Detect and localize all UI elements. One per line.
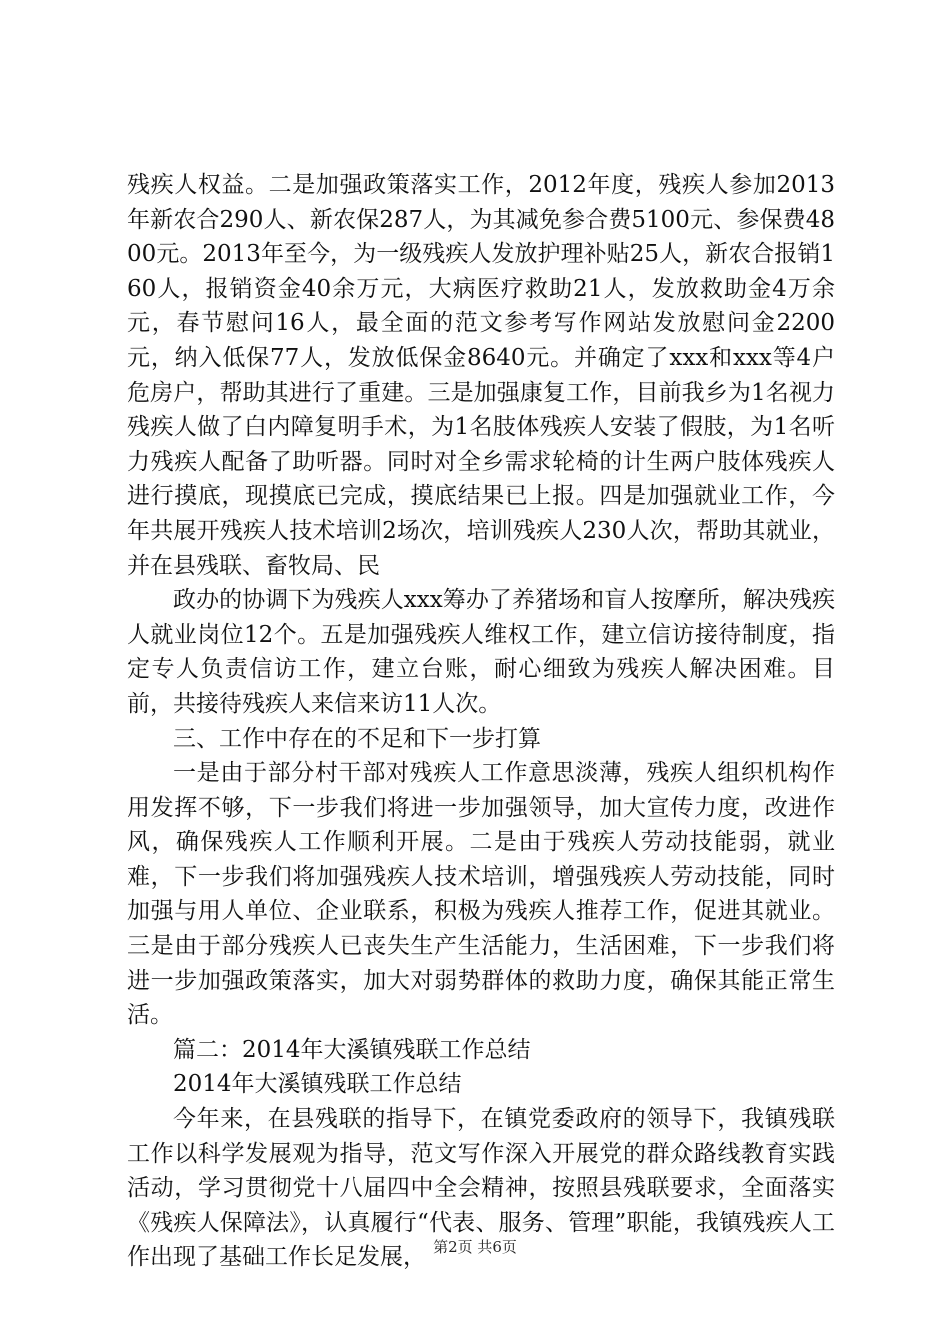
page-number-footer: 第2页 共6页 bbox=[433, 1238, 517, 1256]
article-heading: 篇二：2014年大溪镇残联工作总结 bbox=[173, 1036, 531, 1063]
paragraph-1: 残疾人权益。二是加强政策落实工作，2012年度，残疾人参加2013年新农合290人、新农保287人，为其减免参合费5100元、参保费4800元。2013年至今，为一级残疾人发放护理补贴25人，新农合报销160人，报销资金40余万元，大病医疗救助21人，发放救助金4万余元，春节慰问16人，最全面的范文参考写作网站发放慰问金2200元，纳入低保77人，发放低保金8640元。并确定了xxx和xxx等4户危房户，帮助其进行了重建。三是加强康复工作，目前我乡为1名视力残疾人做了白内障复明手术，为1名肢体残疾人安装了假肢，为1名听力残疾人配备了助听器。同时对全乡需求轮椅的计生两户肢体残疾人进行摸底，现摸底已完成，摸底结果已上报。四是加强就业工作，今年共展开残疾人技术培训2场次，培训残疾人230人次，帮助其就业，并在县残联、畜牧局、民 bbox=[127, 172, 835, 579]
paragraph-7: 今年来，在县残联的指导下，在镇党委政府的领导下，我镇残联工作以科学发展观为指导，范文写作深入开展党的群众路线教育实践活动，学习贯彻党十八届四中全会精神，按照县残联要求，全面落实《残疾人保障法》，认真履行“代表、服务、管理”职能，我镇残疾人工作出现了基础工作长足发展， bbox=[127, 1106, 835, 1271]
paragraph-4: 一是由于部分村干部对残疾人工作意思淡薄，残疾人组织机构作用发挥不够，下一步我们将进一步加强领导，加大宣传力度，改进作风，确保残疾人工作顺利开展。二是由于残疾人劳动技能弱，就业难，下一步我们将加强残疾人技术培训，增强残疾人劳动技能，同时加强与用人单位、企业联系，积极为残疾人推荐工作，促进其就业。三是由于部分残疾人已丧失生产生活能力，生活困难，下一步我们将进一步加强政策落实，加大对弱势群体的救助力度，确保其能正常生活。 bbox=[127, 760, 835, 1029]
section-heading-3: 三、工作中存在的不足和下一步打算 bbox=[173, 725, 541, 752]
paragraph-2: 政办的协调下为残疾人xxx筹办了养猪场和盲人按摩所，解决残疾人就业岗位12个。五是加强残疾人维权工作，建立信访接待制度，指定专人负责信访工作，建立台账，耐心细致为残疾人解决困难。目前，共接待残疾人来信来访11人次。 bbox=[127, 587, 835, 717]
article-title: 2014年大溪镇残联工作总结 bbox=[173, 1071, 462, 1098]
document-body bbox=[127, 168, 835, 1275]
